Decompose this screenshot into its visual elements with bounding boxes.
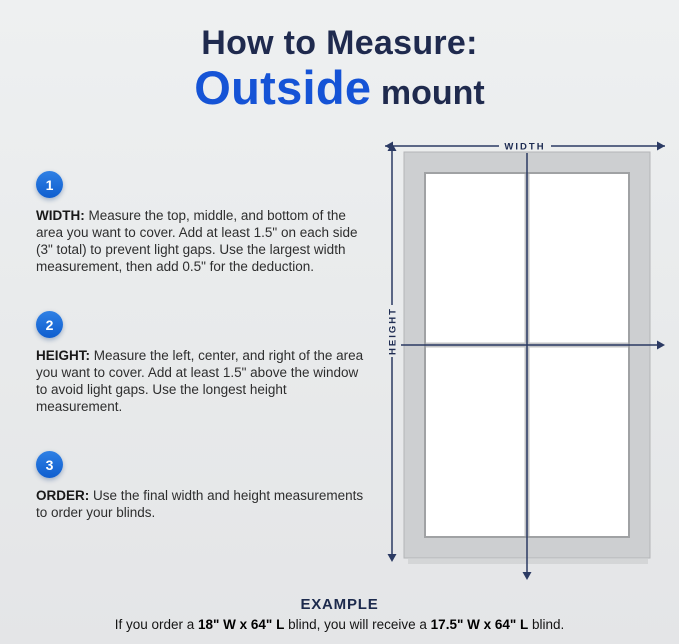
step-3-description: Use the final width and height measurements to order your blinds. [36,488,364,520]
step-height [36,311,366,415]
example-section [0,596,679,632]
example-ordered-size: 18" W x 64" L [198,617,285,632]
width-label: WIDTH [504,141,546,153]
step-1-label: WIDTH: [36,208,85,223]
window-diagram-svg [378,136,670,588]
center-vertical-arrow-icon [523,572,532,580]
step-1-text [36,207,366,275]
example-text [0,617,679,632]
example-received-size: 17.5" W x 64" L [430,617,529,632]
page-title-accent: Outside [194,61,372,114]
step-2-number-badge [36,311,63,338]
page-title-line2 [0,63,679,118]
step-width [36,171,366,275]
window-frame-shadow [408,559,648,564]
step-2-description: Measure the left, center, and right of the area you want to cover. Add at least 1.5" above the window to avoid light gaps. Use the longest height measurement. [36,348,364,414]
step-2-text [36,347,366,415]
step-3-number: 3 [45,456,54,473]
example-text-part1: If you order a [114,617,198,632]
header [0,24,679,118]
page-title-line1: How to Measure: [201,24,478,62]
step-2-label: HEIGHT: [36,348,90,363]
step-3-text [36,487,366,521]
page-title-suffix: mount [380,74,485,112]
example-heading: EXAMPLE [300,596,379,613]
window-diagram [378,136,670,588]
height-arrow-bottom-icon [388,554,397,562]
step-3-label: ORDER: [36,488,90,503]
height-label: HEIGHT [387,307,399,355]
step-order [36,451,366,521]
example-text-part2: blind, you will receive a [284,617,431,632]
step-3-number-badge [36,451,63,478]
step-2-number: 2 [45,316,54,333]
center-horizontal-arrow-icon [657,341,665,350]
step-1-number: 1 [45,176,54,193]
example-text-part3: blind. [528,617,565,632]
width-arrow-right-icon [657,142,665,151]
step-1-number-badge [36,171,63,198]
step-1-description: Measure the top, middle, and bottom of the area you want to cover. Add at least 1.5" on each side (3" total) to prevent light gaps. Use the largest width measurement, then add 0.5" for the deduction. [36,208,358,274]
